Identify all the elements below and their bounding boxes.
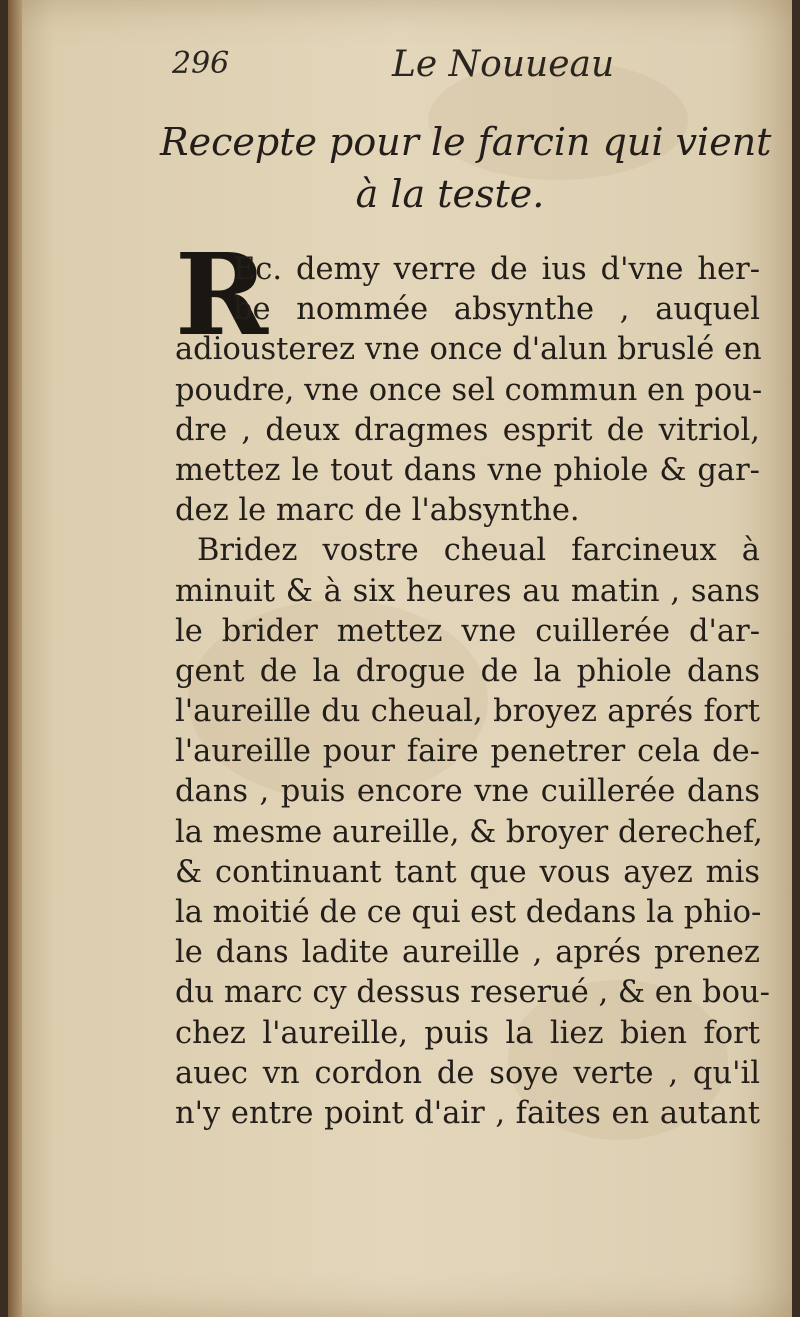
text-line: Bridez vostre cheual farcineux à bbox=[197, 533, 760, 569]
text-line: auec vn cordon de soye verte , qu'il bbox=[175, 1055, 760, 1091]
text-line: le brider mettez vne cuillerée d'ar- bbox=[175, 613, 760, 649]
heading-line: à la teste. bbox=[355, 172, 545, 216]
text-line: chez l'aureille, puis la liez bien fort bbox=[175, 1015, 760, 1051]
text-line: l'aureille pour faire penetrer cela de- bbox=[175, 734, 760, 770]
text-line: la moitié de ce qui est dedans la phio- bbox=[175, 895, 762, 930]
text-line: n'y entre point d'air , faites en autant bbox=[175, 1095, 760, 1131]
page-header bbox=[160, 36, 620, 86]
text-line: adiousterez vne once d'alun bruslé en bbox=[175, 332, 762, 368]
text-line: dans , puis encore vne cuillerée dans bbox=[175, 774, 760, 810]
running-title: Le Nouueau bbox=[392, 44, 615, 85]
text-line: Ec. demy verre de ius d'vne her- bbox=[233, 252, 760, 287]
text-line: dez le marc de l'absynthe. bbox=[175, 493, 580, 529]
text-line: le dans ladite aureille , aprés prenez bbox=[175, 935, 760, 971]
drop-cap: R bbox=[175, 230, 269, 361]
page-number: 296 bbox=[172, 46, 230, 81]
section-heading bbox=[160, 116, 772, 220]
text-line: minuit & à six heures au matin , sans bbox=[175, 573, 760, 609]
text-line: & continuant tant que vous ayez mis bbox=[175, 854, 760, 890]
text-line: poudre, vne once sel commun en pou- bbox=[175, 372, 763, 408]
book-spine-edge bbox=[8, 0, 22, 1317]
text-line: du marc cy dessus reserué , & en bou- bbox=[175, 975, 770, 1011]
body-text bbox=[175, 230, 770, 1134]
heading-line: Recepte pour le farcin qui vient bbox=[160, 120, 772, 164]
text-line: be nommée absynthe , auquel bbox=[233, 292, 760, 328]
text-line: l'aureille du cheual, broyez aprés fort bbox=[175, 694, 760, 730]
text-line: la mesme aureille, & broyer derechef, bbox=[175, 814, 763, 850]
text-line: dre , deux dragmes esprit de vitriol, bbox=[175, 412, 760, 448]
text-line: mettez le tout dans vne phiole & gar- bbox=[175, 452, 760, 488]
text-line: gent de la drogue de la phiole dans bbox=[175, 653, 760, 689]
